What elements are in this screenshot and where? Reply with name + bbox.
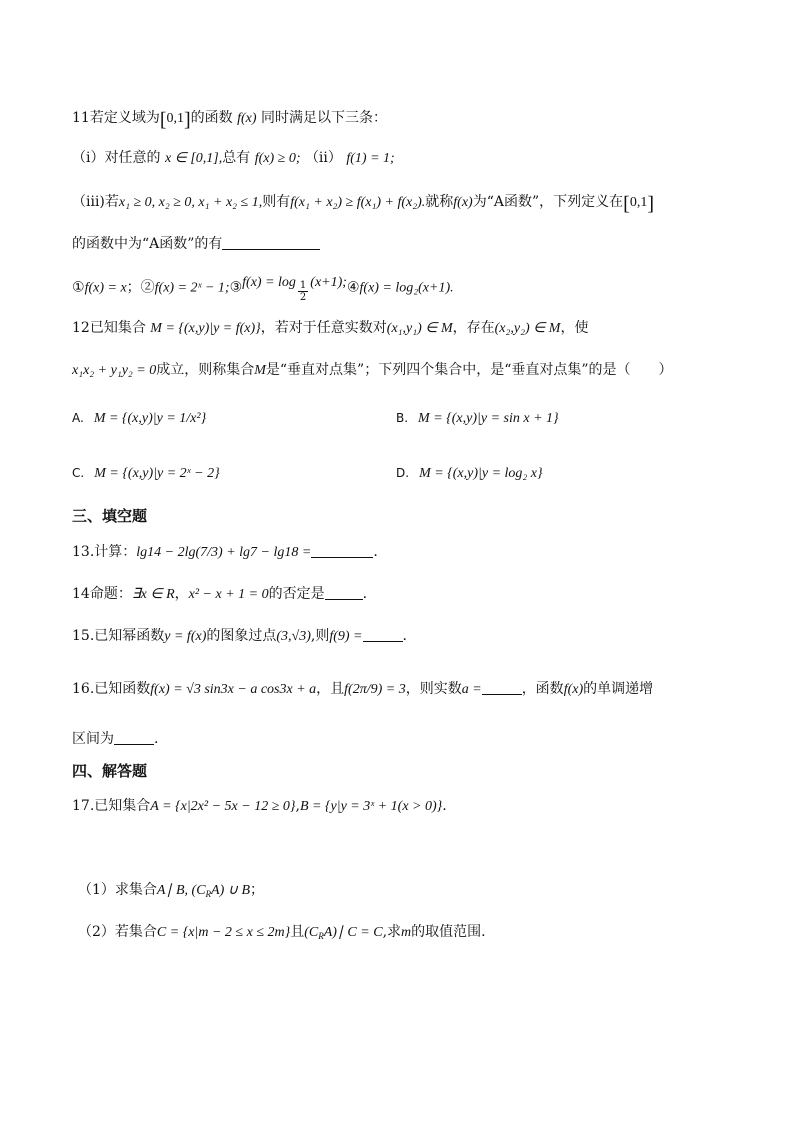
q15-text: 的图象过点 — [206, 628, 277, 644]
q17-p2-math2: (C — [304, 925, 319, 940]
q16-line1 — [72, 680, 653, 699]
option-math: M = {(x,y)|y = 2ˣ − 2} — [94, 466, 220, 481]
q11-cond3-line: （ⅲ)若x₁ ≥ 0, x₂ ≥ 0, x₁ + x₂ ≤ 1,则有f(x₁ + x₂) ≥ f(x₁) + f(x₂).就称f(x)为“A函数”，下列定义在[0,1] — [72, 193, 654, 215]
q17-line1 — [72, 798, 447, 816]
q12-M: M — [254, 363, 266, 378]
q17-text: 且 — [290, 924, 305, 940]
q11-cond1-math2: f(x) ≥ 0; — [254, 151, 301, 166]
q17-p2-label: （2）若集合 — [78, 924, 157, 940]
q11-opt4-math: f(x) = log₂(x+1). — [359, 280, 454, 296]
q15-text: 15.已知幂函数 — [72, 628, 165, 644]
q11-text: 的函数 — [190, 110, 233, 126]
option-label: D. — [396, 466, 410, 480]
q11-cond3-label: （ⅲ)若 — [72, 194, 119, 210]
q12-text: ，使 — [560, 320, 589, 336]
q11-text: 的函数中为“A函数”的有 — [72, 236, 223, 252]
q11-opt3-math2: (x+1); — [310, 274, 347, 290]
q14-text: 14命题： — [72, 586, 132, 602]
q13-math: lg14 − 2lg(7/3) + lg7 − lg18 = — [136, 545, 312, 560]
q15-math2: f(9) = — [329, 629, 363, 644]
q15-text: ,则 — [310, 628, 330, 644]
q11-text: 则有 — [262, 194, 291, 210]
q11-opt3-math: f(x) = log — [242, 274, 296, 290]
q16-math2: f(2π/9) = 3 — [344, 682, 406, 697]
q11-text: 11若定义域为 — [72, 110, 160, 126]
option-label: C. — [72, 466, 85, 480]
q11-opt2-math: f(x) = 2ˣ − 1; — [154, 280, 230, 296]
q14-line — [72, 585, 367, 604]
q11-cond2-label: （ⅱ） — [304, 150, 342, 166]
q15-point: (3,√3) — [276, 629, 311, 644]
q11-cond3-math2: f(x₁ + x₂) ≥ f(x₁) + f(x₂). — [290, 195, 426, 210]
option-math: M = {(x,y)|y = sin x + 1} — [418, 411, 559, 426]
q14-text: 的否定是 — [268, 586, 325, 602]
q13-line — [72, 543, 378, 562]
q16-text: ，函数 — [521, 681, 564, 697]
q12-line1 — [72, 320, 588, 338]
q16-line2 — [72, 730, 158, 748]
q11-opt1-math: f(x) = x — [84, 280, 127, 296]
q16-text: 区间为 — [72, 731, 114, 747]
q12-option-d[interactable] — [396, 465, 543, 482]
q11-cond-line — [72, 150, 395, 168]
answer-blank[interactable] — [325, 585, 363, 600]
q16-math1: f(x) = √3 sin3x − a cos3x + a — [150, 682, 317, 697]
q11-fx: f(x) — [453, 195, 473, 210]
q17-m: m — [401, 925, 412, 940]
answer-blank[interactable] — [222, 235, 320, 250]
q11-text: 为“A函数”，下列定义在 — [472, 194, 624, 210]
q16-text: ，且 — [316, 681, 345, 697]
q17-p1-math2: A) ∪ B — [211, 883, 251, 898]
q12-set-math: M = {(x,y)|y = f(x)} — [150, 321, 261, 336]
q15-line — [72, 627, 407, 646]
q17-p1-math: A∣ B, (C — [156, 883, 206, 898]
q17-setA: A = {x|2x² − 5x − 12 ≥ 0} — [150, 799, 296, 814]
q16-math4: f(x) — [563, 682, 584, 697]
q11-options — [72, 274, 454, 303]
q17-part2: （2）若集合C = {x|m − 2 ≤ x ≤ 2m}且$(C_RA)∣$ C = C,求m的取值范围. — [78, 924, 486, 941]
answer-blank[interactable] — [311, 543, 373, 558]
q11-cond1-math: x ∈ [0,1], — [164, 151, 223, 166]
q17-p1-suffix: ； — [250, 882, 265, 898]
q12-text: ，若对于任意实数对 — [260, 320, 387, 336]
section-fill-in: 三、填空题 — [72, 507, 148, 525]
q16-math3: a = — [461, 682, 482, 697]
q14-suffix: . — [362, 586, 368, 602]
q12-pair2: (x₂,y₂) ∈ M — [494, 321, 561, 336]
option-label: A. — [72, 411, 84, 425]
q11-fx: f(x) — [237, 111, 257, 126]
q11-opt1-label: ① — [72, 279, 85, 296]
q17-text: 的取值范围. — [411, 924, 486, 940]
q12-text: 是“垂直对点集”；下列四个集合中，是“垂直对点集”的是（ ） — [265, 362, 673, 378]
q17-suffix: . — [442, 798, 447, 814]
q12-text: 12已知集合 — [72, 320, 146, 336]
option-label: B. — [396, 411, 409, 425]
q16-text: 16.已知函数 — [72, 681, 151, 697]
q15-math1: y = f(x) — [164, 629, 207, 644]
section-solution: 四、解答题 — [72, 762, 148, 780]
q12-option-b[interactable] — [396, 410, 559, 427]
q17-p2-math: C = {x|m − 2 ≤ x ≤ 2m} — [156, 925, 291, 940]
q17-text: 17.已知集合 — [72, 798, 151, 814]
q16-suffix: . — [154, 731, 159, 747]
q11-opt3-base: $\frac{1}{2}$ — [299, 280, 307, 303]
q15-suffix: . — [402, 628, 407, 644]
q11-text: 总有 — [222, 150, 251, 166]
q12-pair1: (x₁,y₁) ∈ M — [386, 321, 453, 336]
q16-text: 的单调递增 — [583, 681, 654, 697]
answer-blank[interactable] — [114, 730, 154, 745]
option-math: M = {(x,y)|y = 1/x²} — [93, 411, 207, 426]
answer-blank[interactable] — [482, 680, 522, 695]
q17-sep: , — [295, 798, 300, 814]
q12-line2 — [72, 362, 673, 380]
q17-setB: B = {y|y = 3ˣ + 1(x > 0)} — [299, 799, 443, 814]
q11-opt2-label: ；② — [126, 279, 155, 296]
q12-line2-math: x₁x₂ + y₁y₂ = 0 — [72, 363, 157, 378]
q11-text: 就称 — [425, 194, 454, 210]
q11-line1: 11若定义域为[0,1]的函数 f(x) 同时满足以下三条： — [72, 109, 388, 131]
q11-opt4-label: ④ — [346, 279, 360, 296]
q11-cond2-math: f(1) = 1; — [346, 151, 395, 166]
q11-opt3-label: ③ — [229, 279, 243, 296]
q12-text: ，存在 — [452, 320, 495, 336]
q11-cond3-math: x₁ ≥ 0, x₂ ≥ 0, x₁ + x₂ ≤ 1, — [118, 195, 263, 210]
q17-part1: （1）求集合A∣ B, $(C_RA)$ ∪ B； — [78, 882, 265, 899]
q17-text: ,求 — [382, 924, 402, 940]
q14-math1: ∃x ∈ R — [131, 587, 175, 602]
q16-text: ，则实数 — [405, 681, 462, 697]
q12-option-c[interactable] — [72, 465, 220, 482]
q17-p1-label: （1）求集合 — [78, 882, 157, 898]
q11-cond1-label: （ⅰ）对任意的 — [72, 150, 161, 166]
q14-text: ， — [174, 586, 189, 602]
q13-suffix: . — [373, 544, 378, 560]
q11-line4 — [72, 235, 320, 253]
q14-math2: x² − x + 1 = 0 — [188, 587, 269, 602]
q12-text: 成立，则称集合 — [156, 362, 255, 378]
q17-p2-math3: A)∣ C = C — [323, 925, 383, 940]
q12-option-a[interactable] — [72, 410, 206, 427]
q13-text: 13.计算： — [72, 544, 137, 560]
option-math: M = {(x,y)|y = log₂ x} — [419, 466, 543, 481]
answer-blank[interactable] — [363, 627, 403, 642]
q11-text: 同时满足以下三条： — [261, 110, 388, 126]
